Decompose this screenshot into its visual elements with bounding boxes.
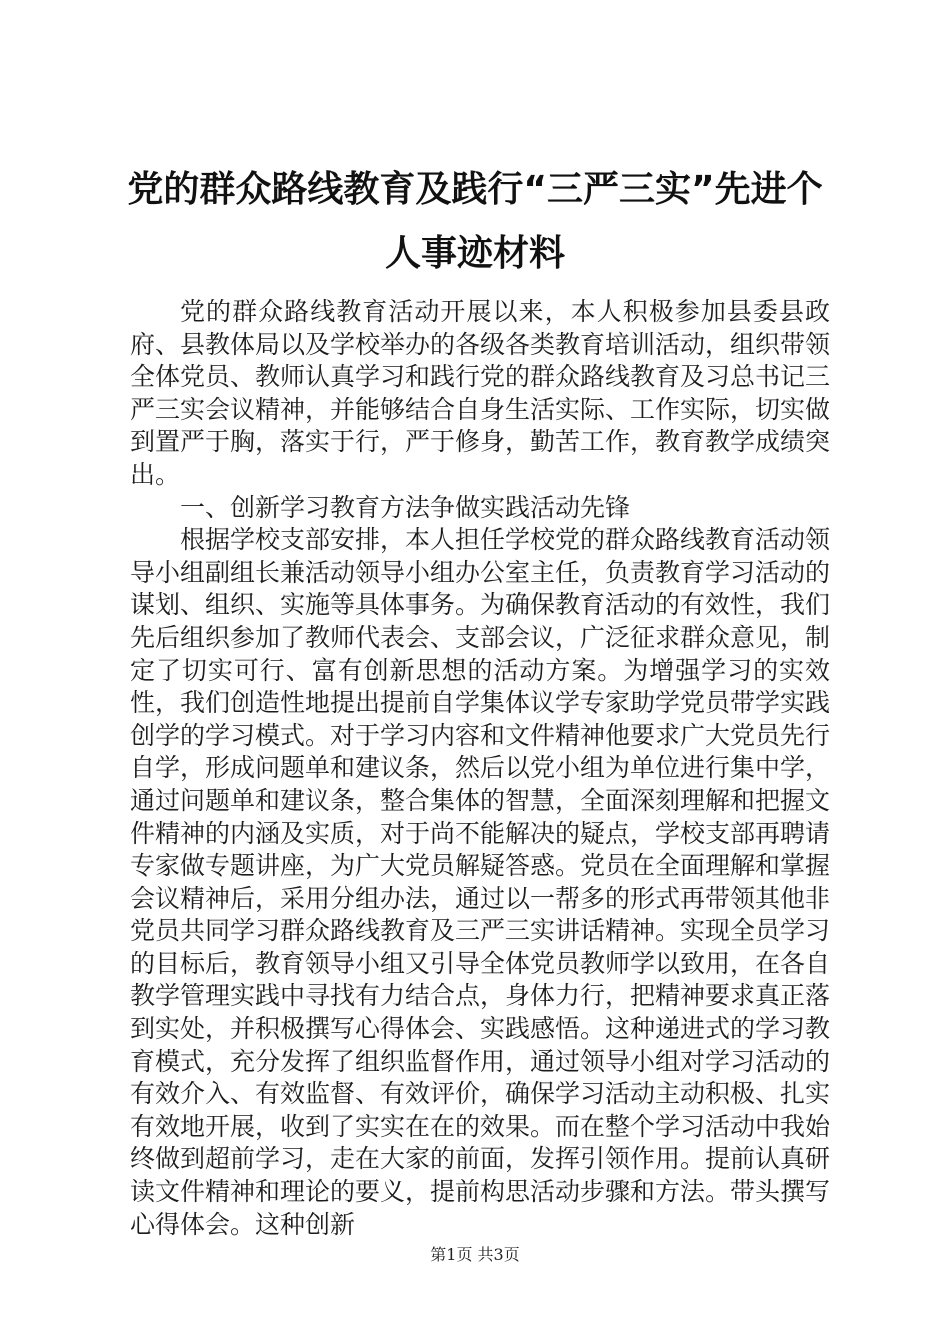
document-title: 党的群众路线教育及践行“三严三实”先进个人事迹材料 xyxy=(127,169,823,274)
document-body xyxy=(130,296,830,1241)
paragraph-intro: 党的群众路线教育活动开展以来，本人积极参加县委县政府、县教体局以及学校举办的各级各类教育培训活动，组织带领全体党员、教师认真学习和践行党的群众路线教育及习总书记三严三实会议精神，并能够结合自身生活实际、工作实际，切实做到置严于胸，落实于行，严于修身，勤苦工作，教育教学成绩突出。 xyxy=(130,297,831,489)
section-heading-1: 一、创新学习教育方法争做实践活动先锋 xyxy=(180,492,631,522)
paragraph-section-1: 根据学校支部安排，本人担任学校党的群众路线教育活动领导小组副组长兼活动领导小组办公室主任，负责教育学习活动的谋划、组织、实施等具体事务。为确保教育活动的有效性，我们先后组织参加了教师代表会、支部会议，广泛征求群众意见，制定了切实可行、富有创新思想的活动方案。为增强学习的实效性，我们创造性地提出提前自学集体议学专家助学党员带学实践创学的学习模式。对于学习内容和文件精神他要求广大党员先行自学，形成问题单和建议条，然后以党小组为单位进行集中学，通过问题单和建议条，整合集体的智慧，全面深刻理解和把握文件精神的内涵及实质，对于尚不能解决的疑点，学校支部再聘请专家做专题讲座，为广大党员解疑答惑。党员在全面理解和掌握会议精神后，采用分组办法，通过以一帮多的形式再带领其他非党员共同学习群众路线教育及三严三实讲话精神。实现全员学习的目标后，教育领导小组又引导全体党员教师学以致用，在各自教学管理实践中寻找有力结合点，身体力行，把精神要求真正落到实处，并积极撰写心得体会、实践感悟。这种递进式的学习教育模式，充分发挥了组织监督作用，通过领导小组对学习活动的有效介入、有效监督、有效评价，确保学习活动主动积极、扎实有效地开展，收到了实实在在的效果。而在整个学习活动中我始终做到超前学习，走在大家的前面，发挥引领作用。提前认真研读文件精神和理论的要义，提前构思活动步骤和方法。带头撰写心得体会。这种创新 xyxy=(130,525,831,1239)
page-number-footer: 第1页 共3页 xyxy=(430,1245,520,1264)
